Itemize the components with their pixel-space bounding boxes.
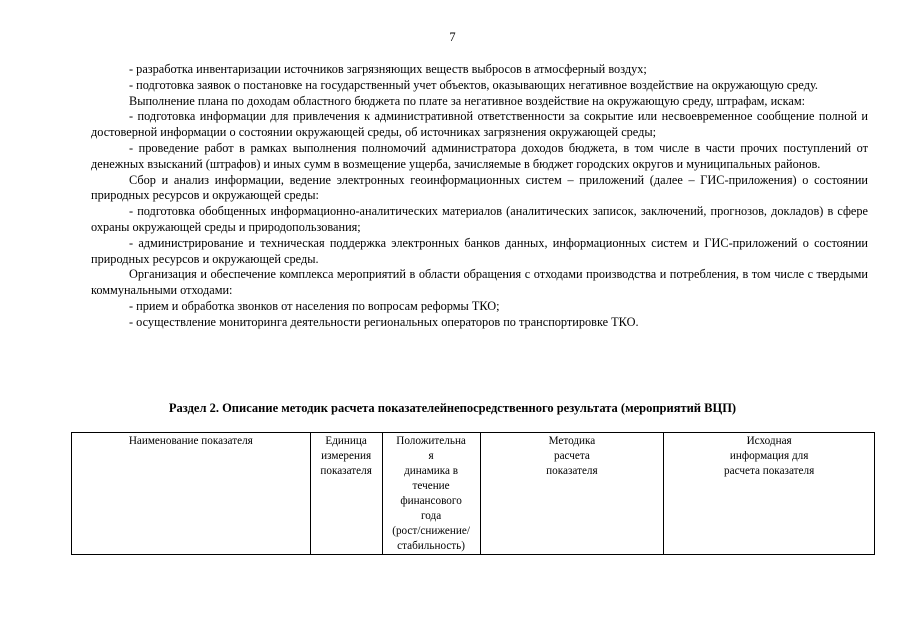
paragraph-revenue-admin: - проведение работ в рамках выполнения полномочий администратора доходов бюджета, в том числе в части прочих поступлений от денежных взысканий (штрафов) и иных сумм в возмещение ущерба, зачисляемые в бюджет городских округов и муниципальных районов. [91, 140, 868, 171]
header-text: показателя [546, 465, 598, 477]
header-text: я [428, 450, 434, 462]
header-text: Положительна [396, 435, 466, 447]
table-header-row [72, 433, 875, 555]
header-text: Наименование показателя [128, 435, 253, 447]
header-text: Единица [325, 435, 367, 447]
paragraph-analytics: - подготовка обобщенных информационно-аналитических материалов (аналитических записок, заключений, прогнозов, докладов) в сфере охраны окружающей среды и природопользования; [91, 204, 868, 234]
header-unit [310, 433, 382, 555]
header-text: Методика [548, 435, 596, 447]
indicators-table [71, 432, 875, 555]
section-title: Раздел 2. Описание методик расчета показателейнепосредственного результата (мероприятий ВЦП) [168, 401, 737, 415]
header-text: Исходная [746, 435, 792, 447]
header-text: течение [412, 480, 450, 492]
paragraph-gis: Сбор и анализ информации, ведение электронных геоинформационных систем – приложений (далее – ГИС-приложения) о состоянии природных ресурсов и окружающей среды: [91, 172, 868, 203]
header-source-info [664, 433, 875, 555]
body-text [91, 62, 868, 331]
header-indicator-name [72, 433, 311, 555]
paragraph-budget-plan: Выполнение плана по доходам областного бюджета по плате за негативное воздействие на окружающую среду, штрафам, искам: [129, 93, 806, 108]
paragraph-inventory: - разработка инвентаризации источников загрязняющих веществ выбросов в атмосферный воздух; [129, 62, 647, 76]
header-text: (рост/снижение/ [392, 525, 470, 537]
paragraph-registration: - подготовка заявок о постановке на государственный учет объектов, оказывающих негативное воздействие на окружающую среду. [129, 77, 818, 92]
header-text: стабильность) [397, 540, 466, 552]
paragraph-waste: Организация и обеспечение комплекса мероприятий в области обращения с отходами производства и потребления, в том числе с твердыми коммунальными отходами: [91, 267, 868, 298]
header-text: измерения [321, 450, 372, 462]
paragraph-databanks: - администрирование и техническая поддержка электронных банков данных, информационных систем и ГИС-приложений о состоянии природных ресурсов и окружающей среды. [91, 235, 868, 266]
page-number: 7 [449, 30, 456, 44]
header-method [480, 433, 664, 555]
paragraph-calls: - прием и обработка звонков от населения по вопросам реформы ТКО; [129, 298, 500, 313]
header-text: расчета [553, 450, 590, 462]
header-text: финансового [400, 495, 462, 507]
header-text: информация для [729, 450, 809, 462]
header-dynamics [382, 433, 480, 555]
paragraph-monitoring: - осуществление мониторинга деятельности региональных операторов по транспортировке ТКО. [129, 314, 639, 329]
paragraph-admin-liability: - подготовка информации для привлечения к административной ответственности за сокрытие или несвоевременное сообщение полной и достоверной информации о состоянии окружающей среды, об источниках загрязнения окружающей среды; [91, 109, 868, 140]
header-text: динамика в [404, 465, 459, 477]
header-text: расчета показателя [724, 465, 815, 477]
header-text: года [420, 510, 442, 522]
header-text: показателя [320, 465, 372, 477]
